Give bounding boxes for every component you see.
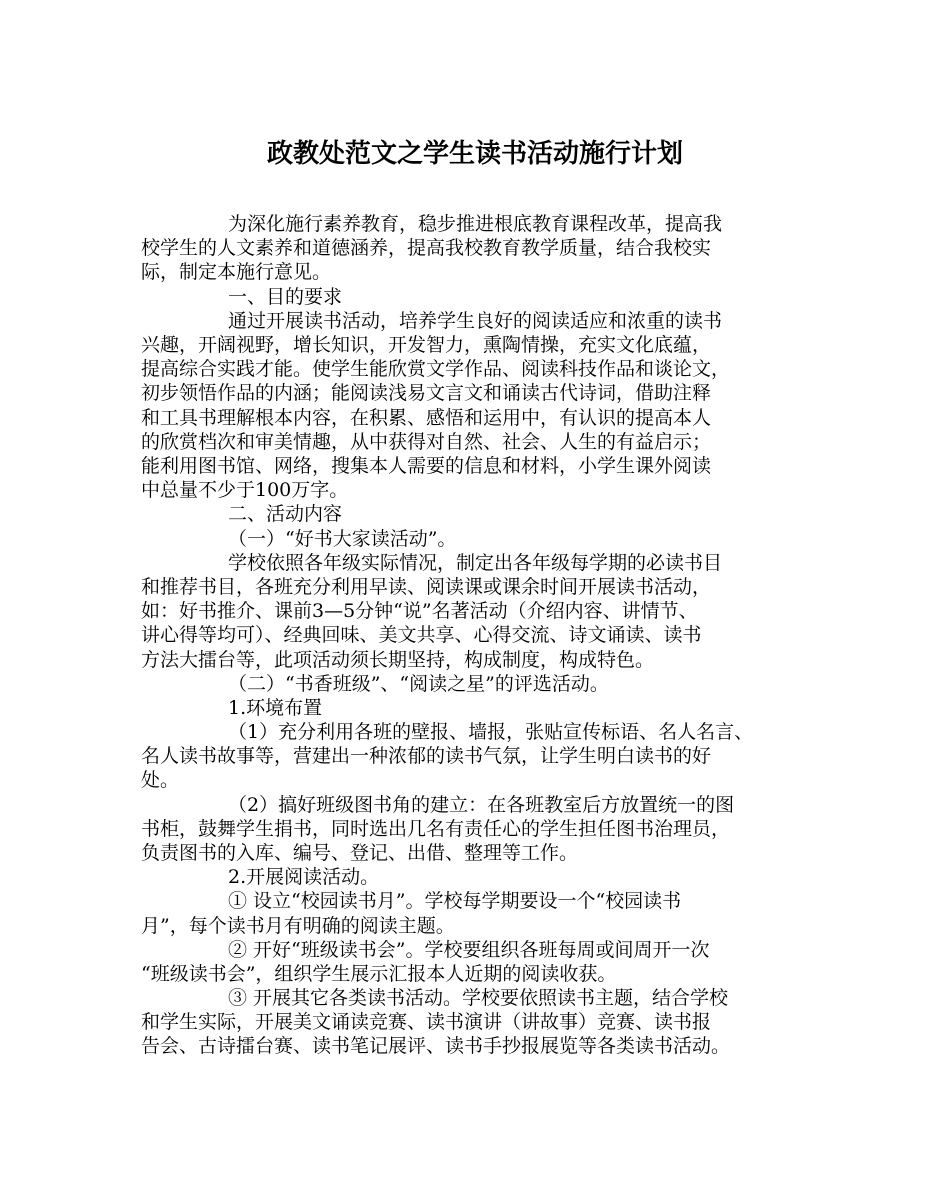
paragraph-line: ① 设立“校园读书月”。学校每学期要设一个“校园读书 (228, 890, 682, 912)
paragraph-line: 告会、古诗擂台赛、读书笔记展评、读书手抄报展览等各类读书活动。 (141, 1035, 731, 1057)
paragraph-line: 兴趣，开阔视野，增长知识，开发智力，熏陶情操，充实文化底蕴， (141, 334, 712, 356)
paragraph-line: 初步领悟作品的内涵；能阅读浅易文言文和诵读古代诗词，借助注释 (141, 382, 712, 404)
item-heading: 2.开展阅读活动。 (228, 866, 380, 888)
paragraph-line: “班级读书会”，组织学生展示汇报本人近期的阅读收获。 (141, 963, 617, 985)
paragraph-line: ③ 开展其它各类读书活动。学校要依照读书主题，结合学校 (228, 987, 729, 1009)
paragraph-line: （1）充分利用各班的壁报、墙报，张贴宣传标语、名人名言、 (228, 721, 754, 743)
paragraph-line: （2）搞好班级图书角的建立：在各班教室后方放置统一的图 (228, 794, 735, 816)
paragraph-line: ② 开好“班级读书会”。学校要组织各班每周或间周开一次 (228, 939, 710, 961)
subsection-heading: （一）“好书大家读活动”。 (228, 528, 457, 550)
section-heading: 二、活动内容 (228, 503, 343, 525)
paragraph-line: 际，制定本施行意见。 (141, 261, 332, 283)
paragraph-line: 处。 (141, 769, 180, 791)
paragraph-line: 负责图书的入库、编号、登记、出借、整理等工作。 (141, 842, 579, 864)
paragraph-line: 和工具书理解根本内容，在积累、感悟和运用中，有认识的提高本人 (141, 407, 712, 429)
paragraph-line: 月”，每个读书月有明确的阅读主题。 (141, 915, 455, 937)
paragraph-line: 中总量不少于100万字。 (141, 479, 349, 501)
paragraph-line: 如：好书推介、课前3—5分钟“说”名著活动（介绍内容、讲情节、 (141, 600, 698, 622)
subsection-heading: （二）“书香班级”、“阅读之星”的评选活动。 (228, 673, 609, 695)
paragraph-line: 通过开展读书活动，培养学生良好的阅读适应和浓重的读书 (228, 310, 723, 332)
paragraph-line: 学校依照各年级实际情况，制定出各年级每学期的必读书目 (228, 552, 723, 574)
item-heading: 1.环境布置 (228, 697, 323, 719)
paragraph-line: 书柜，鼓舞学生捐书，同时选出几名有责任心的学生担任图书治理员， (141, 818, 731, 840)
paragraph-line: 校学生的人文素养和道德涵养，提高我校教育教学质量，结合我校实 (141, 237, 712, 259)
paragraph-line: 的欣赏档次和审美情趣，从中获得对自然、社会、人生的有益启示； (141, 431, 712, 453)
paragraph-line: 方法大擂台等，此项活动须长期坚持，构成制度，构成特色。 (141, 649, 655, 671)
paragraph-line: 和推荐书目，各班充分利用早读、阅读课或课余时间开展读书活动， (141, 576, 712, 598)
paragraph-line: 和学生实际，开展美文诵读竞赛、读书演讲（讲故事）竞赛、读书报 (141, 1011, 712, 1033)
paragraph-line: 为深化施行素养教育，稳步推进根底教育课程改革，提高我 (228, 213, 723, 235)
paragraph-line: 讲心得等均可）、经典回味、美文共享、心得交流、诗文诵读、读书 (141, 624, 702, 646)
paragraph-line: 提高综合实践才能。使学生能欣赏文学作品、阅读科技作品和谈论文， (141, 358, 731, 380)
paragraph-line: 名人读书故事等，营建出一种浓郁的读书气氛，让学生明白读书的好 (141, 745, 712, 767)
document-title: 政教处范文之学生读书活动施行计划 (266, 139, 683, 169)
paragraph-line: 能利用图书馆、网络，搜集本人需要的信息和材料，小学生课外阅读 (141, 455, 712, 477)
section-heading: 一、目的要求 (228, 286, 343, 308)
